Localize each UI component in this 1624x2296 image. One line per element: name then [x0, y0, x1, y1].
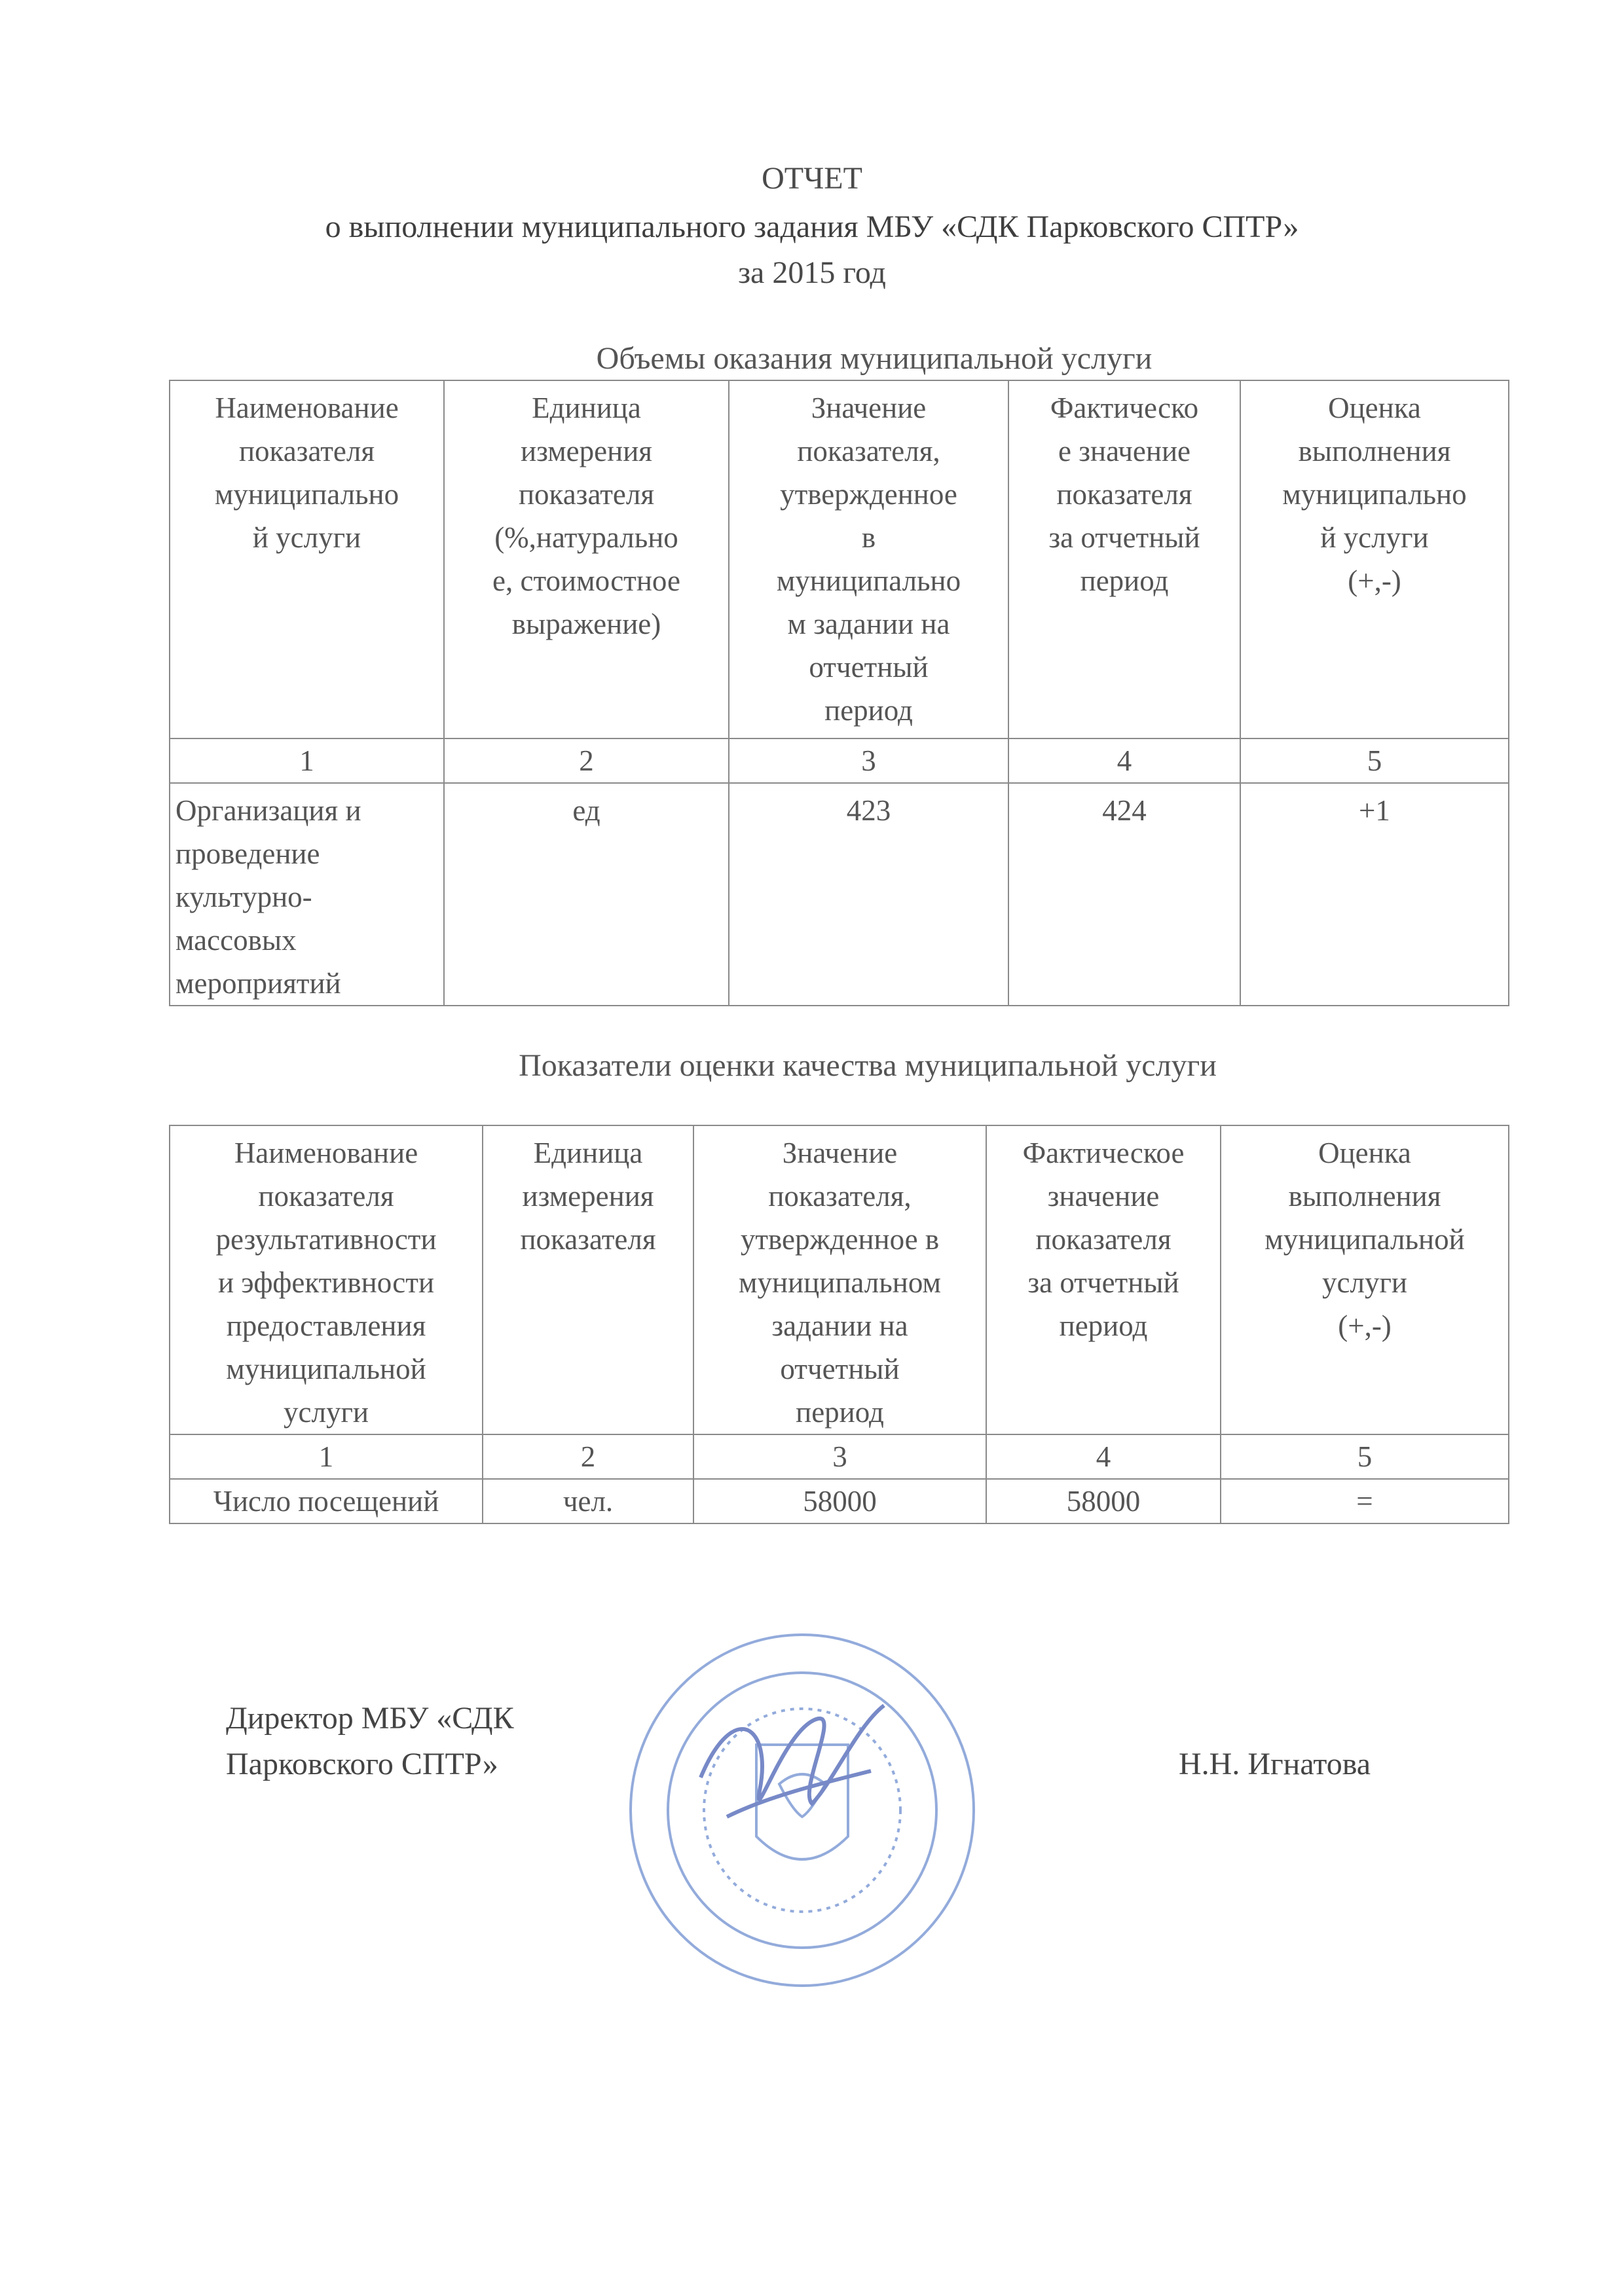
column-number: 3 [693, 1434, 986, 1479]
quality-table [169, 1125, 1509, 1524]
section2-title: Показатели оценки качества муниципальной услуги [519, 1048, 1217, 1083]
quality-header-cell: Оценка выполнения муниципальной услуги (+,-) [1221, 1125, 1509, 1434]
quality-header-cell: Единица измерения показателя [483, 1125, 693, 1434]
handwritten-signature [701, 1705, 884, 1817]
unit-cell: ед [444, 783, 729, 1006]
volumes-header-cell: Оценка выполнения муниципально й услуги (+,-) [1240, 380, 1509, 738]
quality-header-row [170, 1125, 1509, 1434]
column-number: 2 [483, 1434, 693, 1479]
column-number: 5 [1221, 1434, 1509, 1479]
column-number: 3 [729, 738, 1008, 783]
actual-value-cell: 424 [1008, 783, 1240, 1006]
column-number: 4 [1008, 738, 1240, 783]
indicator-name-cell: Организация и проведение культурно- массовых мероприятий [170, 783, 444, 1006]
volumes-column-number-row [170, 738, 1509, 783]
document-title: ОТЧЕТ [762, 161, 862, 196]
signatory-position: Директор МБУ «СДК Парковского СПТР» [226, 1701, 514, 1781]
document-subtitle: о выполнении муниципального задания МБУ «СДК Парковского СПТР» [325, 210, 1299, 244]
section1-title: Объемы оказания муниципальной услуги [596, 341, 1153, 376]
unit-cell: чел. [483, 1479, 693, 1523]
volumes-table [169, 380, 1509, 1006]
seal-core-ring [704, 1709, 900, 1912]
volumes-header-cell: Единица измерения показателя (%,натурально е, стоимостное выражение) [444, 380, 729, 738]
quality-header-cell: Значение показателя, утвержденное в муниципальном задании на отчетный период [693, 1125, 986, 1434]
quality-header-cell: Наименование показателя результативности и эффективности предоставления муниципальной услуги [170, 1125, 483, 1434]
volumes-header-cell: Фактическо е значение показателя за отчетный период [1008, 380, 1240, 738]
column-number: 2 [444, 738, 729, 783]
column-number: 4 [986, 1434, 1221, 1479]
volumes-header-cell: Наименование показателя муниципально й услуги [170, 380, 444, 738]
volumes-header-cell: Значение показателя, утвержденное в муниципально м задании на отчетный период [729, 380, 1008, 738]
coat-of-arms-shield [756, 1745, 848, 1859]
document-year: за 2015 год [738, 255, 886, 290]
assessment-cell: = [1221, 1479, 1509, 1523]
quality-header-cell: Фактическое значение показателя за отчетный период [986, 1125, 1221, 1434]
volumes-header-row [170, 380, 1509, 738]
seal-inner-ring [668, 1673, 936, 1948]
column-number: 5 [1240, 738, 1509, 783]
seal-outer-ring [631, 1635, 974, 1986]
planned-value-cell: 423 [729, 783, 1008, 1006]
indicator-name-cell: Число посещений [170, 1479, 483, 1523]
signatory-name: Н.Н. Игнатова [1179, 1747, 1371, 1781]
table-row [170, 1479, 1509, 1523]
column-number: 1 [170, 738, 444, 783]
table-row [170, 783, 1509, 1006]
quality-column-number-row [170, 1434, 1509, 1479]
actual-value-cell: 58000 [986, 1479, 1221, 1523]
assessment-cell: +1 [1240, 783, 1509, 1006]
planned-value-cell: 58000 [693, 1479, 986, 1523]
column-number: 1 [170, 1434, 483, 1479]
official-seal [622, 1620, 989, 1994]
